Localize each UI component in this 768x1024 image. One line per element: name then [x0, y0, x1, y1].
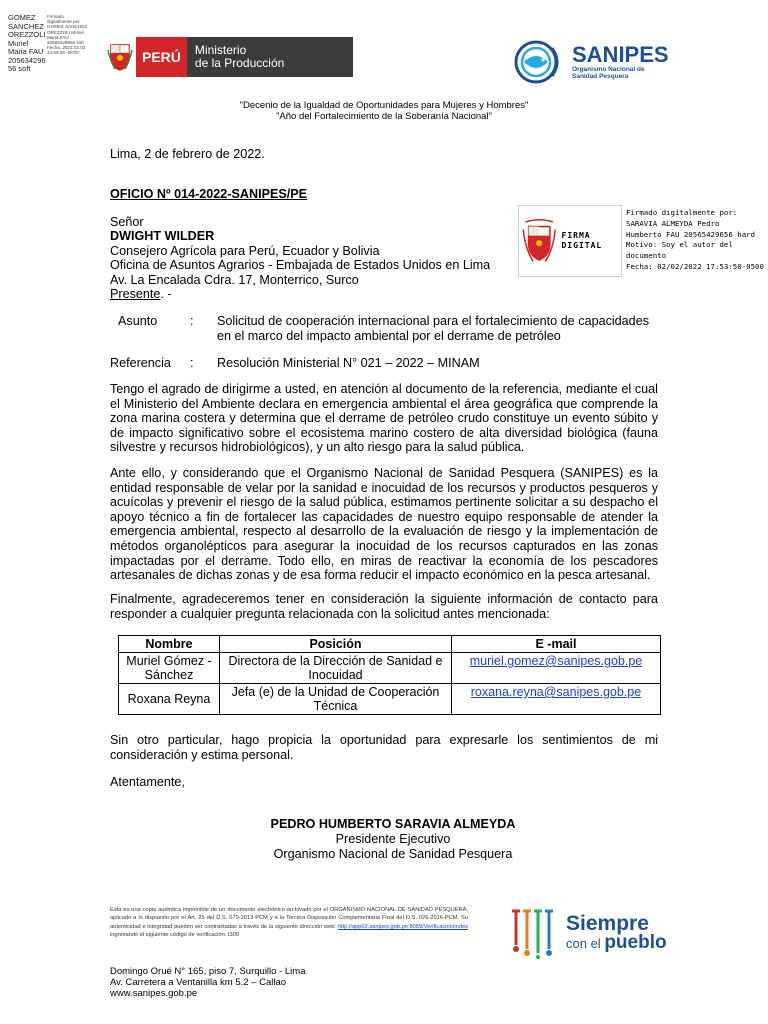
address-callao: Av. Carretera a Ventanilla km 5.2 – Callao: [110, 977, 287, 989]
stamp-name-line: SANCHEZ: [8, 21, 44, 31]
header-posicion: Posición: [220, 636, 452, 653]
stamp-name-line: OREZZOLI: [8, 30, 46, 39]
recipient-salutation: Señor: [110, 215, 144, 229]
ministry-name: Ministerio de la Producción: [187, 37, 353, 77]
peru-ministry-logo: [104, 37, 353, 77]
header-nombre: Nombre: [119, 636, 220, 653]
date-line: Lima, 2 de febrero de 2022.: [110, 147, 265, 161]
peru-label: PERÚ: [136, 37, 187, 77]
stamp-name-line: GOMEZ: [8, 13, 36, 22]
recipient-block: Señor DWIGHT WILDER Consejero Agrícola para Perú, Ecuador y Bolivia Oficina de Asuntos Agrarios - Embajada de Estados Unidos en Lima Av. La Encalada Cdra. 17, Monterrico, Surco Presente. -: [110, 215, 530, 301]
recipient-office: Oficina de Asuntos Agrarios - Embajada de Estados Unidos en Lima: [110, 258, 491, 273]
stamp-detail-line: 20565429656 soft: [47, 40, 84, 46]
oficio-number: OFICIO Nº 014-2022-SANIPES/PE: [110, 187, 308, 201]
firma-detail-line: Humberto FAU 20565429656 hard: [626, 229, 756, 239]
firma-digital-label: FIRMA DIGITAL: [561, 231, 603, 250]
referencia-label: Referencia: [110, 356, 171, 370]
stamp-detail-line: Fecha: 2022.02.02: [47, 45, 86, 51]
con-el-pueblo-text: con el pueblo: [566, 931, 667, 953]
referencia-text: Resolución Ministerial N° 021 – 2022 – MINAM: [217, 356, 480, 370]
peru-seal-icon: [521, 210, 558, 272]
people-figures-icon: [508, 905, 560, 959]
stamp-detail-line: OREZZOLI Muriel: [47, 29, 84, 35]
referencia-separator: :: [190, 356, 194, 370]
contact-name: Roxana Reyna: [119, 684, 220, 715]
address-lima: Domingo Orué N° 165, piso 7, Surquillo - Lima: [110, 966, 306, 977]
sanipes-subtitle-1: Organismo Nacional de: [572, 65, 645, 73]
sanipes-name: SANIPES: [572, 41, 669, 67]
firma-digital-stamp: [518, 205, 622, 277]
firma-detail-line: Fecha: 02/02/2022 17:53:50-0500: [626, 261, 764, 271]
body-paragraph-2: Ante ello, y considerando que el Organismo Nacional de Sanidad Pesquera (SANIPES) es la entidad responsable de velar por la sanidad e inocuidad de los recursos y productos pesqueros y acuícolas y prevenir el riesgo de la salud pública, estimamos pertinente solicitar a su despacho el apoyo técnico a fin de fortalecer las capacidades de nuestro equipo responsable de atender la emergencia ambiental, respecto al desarrollo de la evaluación de riesgo y la implementación de métodos organolépticos para asegurar la inocuidad de los recursos capturados en las zonas impactadas por el derrame. Todo ello, en miras de reactivar la economía de los pescadores artesanales de dichas zonas y de esa forma reducir el impacto económico en la pesca artesanal.: [110, 466, 658, 583]
motto-year: "Año del Fortalecimiento de la Soberanía Nacional": [276, 111, 492, 122]
stamp-name-line: Muriel: [8, 38, 29, 48]
asunto-separator: :: [190, 314, 194, 328]
signer-organization: Organismo Nacional de Sanidad Pesquera: [273, 847, 513, 861]
footer-address: [110, 966, 305, 1000]
peru-coat-of-arms-icon: [104, 37, 136, 77]
stamp-detail-line: Maria FAU: [47, 34, 69, 40]
contacts-table: [118, 635, 661, 715]
stamp-detail-line: 14:59:38 -05'00': [47, 50, 80, 56]
stamp-name-line: 205634296: [8, 55, 46, 65]
siempre-text: Siempre: [566, 911, 649, 935]
signer-title: Presidente Ejecutivo: [335, 832, 451, 846]
firma-detail-line: Motivo: Soy el autor del: [626, 240, 733, 250]
recipient-position: Consejero Agrícola para Perú, Ecuador y Bolivia: [110, 243, 380, 258]
firma-digital-details: [626, 208, 766, 273]
signer-name: PEDRO HUMBERTO SARAVIA ALMEYDA: [270, 817, 516, 831]
contact-name: Muriel Gómez - Sánchez: [119, 653, 220, 684]
stamp-signer-name: [8, 14, 44, 74]
verification-link[interactable]: http://app02.sanipes.gob.pe:8089/Verificacion/index: [337, 923, 468, 930]
body-paragraph-3: Finalmente, agradeceremos tener en consideración la siguiente información de contacto para responder a cualquier pregunta relacionada con la solicitud antes mencionada:: [110, 592, 658, 621]
firma-detail-line: Firmado digitalmente por:: [626, 208, 738, 217]
table-row: [119, 684, 661, 715]
sanipes-subtitle-2: Sanidad Pesquera: [572, 73, 629, 80]
authenticity-note: Esta es una copia auténtica imprimible de un documento electrónico archivado por el ORGANISMO NACIONAL DE SANIDAD PESQUERA, aplicado a lo dispuesto por el Art. 25 del D.S. 070-2013-PCM y a la Tercera Disposición Complementaria Final del D.S. 026-2016-PCM. Su autenticidad e integridad pueden ser contrastadas a través de la siguiente dirección web: http://app02.sanipes.gob.pe:8089/Verificacion/index ingresando el siguiente código de verificación: t309: [110, 907, 468, 939]
signer-block: [180, 817, 606, 862]
table-header-row: [119, 636, 661, 653]
header-email: E -mail: [452, 636, 661, 653]
recipient-name: DWIGHT WILDER: [110, 229, 215, 244]
body-paragraph-1: Tengo el agrado de dirigirme a usted, en atención al documento de la referencia, mediante el cual el Ministerio del Ambiente declara en emergencia ambiental el área geográfica que comprende la zona marina costera y determina que el derrame de petróleo crudo constituye un evento súbito y de impacto significativo sobre el ecosistema marino costero de alta diversidad biológica (fauna silvestre y recursos hidrobiológicos), y un alto riesgo para la salud pública.: [110, 382, 658, 455]
stamp-detail-line: GOMEZ SANCHEZ: [47, 24, 88, 30]
firma-detail-line: documento: [626, 251, 667, 261]
atentamente: Atentamente,: [110, 775, 185, 789]
stamp-name-line: 56 soft: [8, 64, 31, 73]
table-row: [119, 653, 661, 684]
stamp-detail-line: Firmado: [47, 14, 64, 19]
contact-position: Jefa (e) de la Unidad de Cooperación Técnica: [220, 684, 452, 715]
contact-email-link[interactable]: muriel.gomez@sanipes.gob.pe: [469, 654, 643, 668]
closing-paragraph: Sin otro particular, hago propicia la oportunidad para expresarle los sentimientos de mi consideración y estima personal.: [110, 733, 658, 762]
contact-email-link[interactable]: roxana.reyna@sanipes.gob.pe: [470, 685, 642, 699]
website[interactable]: www.sanipes.gob.pe: [110, 988, 198, 1000]
sanipes-emblem-icon: [512, 38, 566, 86]
stamp-name-line: Maria FAU: [8, 47, 44, 56]
stamp-signature-details: [47, 14, 107, 74]
asunto-label: Asunto: [118, 314, 158, 328]
presente-label: Presente: [110, 287, 161, 302]
mottos: [0, 100, 768, 122]
stamp-detail-line: digitalmente por: [47, 19, 80, 25]
firma-detail-line: SARAVIA ALMEYDA Pedro: [626, 218, 720, 228]
contact-position: Directora de la Dirección de Sanidad e Inocuidad: [220, 653, 452, 684]
siempre-con-el-pueblo-logo: [508, 905, 667, 959]
recipient-address: Av. La Encalada Cdra. 17, Monterrico, Surco: [110, 272, 359, 287]
signature-stamp-top: [8, 14, 108, 74]
asunto-text: Solicitud de cooperación internacional para el fortalecimiento de capacidades en el marco del impacto ambiental por el derrame de petróleo: [217, 314, 649, 343]
sanipes-logo: [512, 38, 669, 86]
motto-decade: "Decenio de la Igualdad de Oportunidades para Mujeres y Hombres": [239, 100, 529, 111]
